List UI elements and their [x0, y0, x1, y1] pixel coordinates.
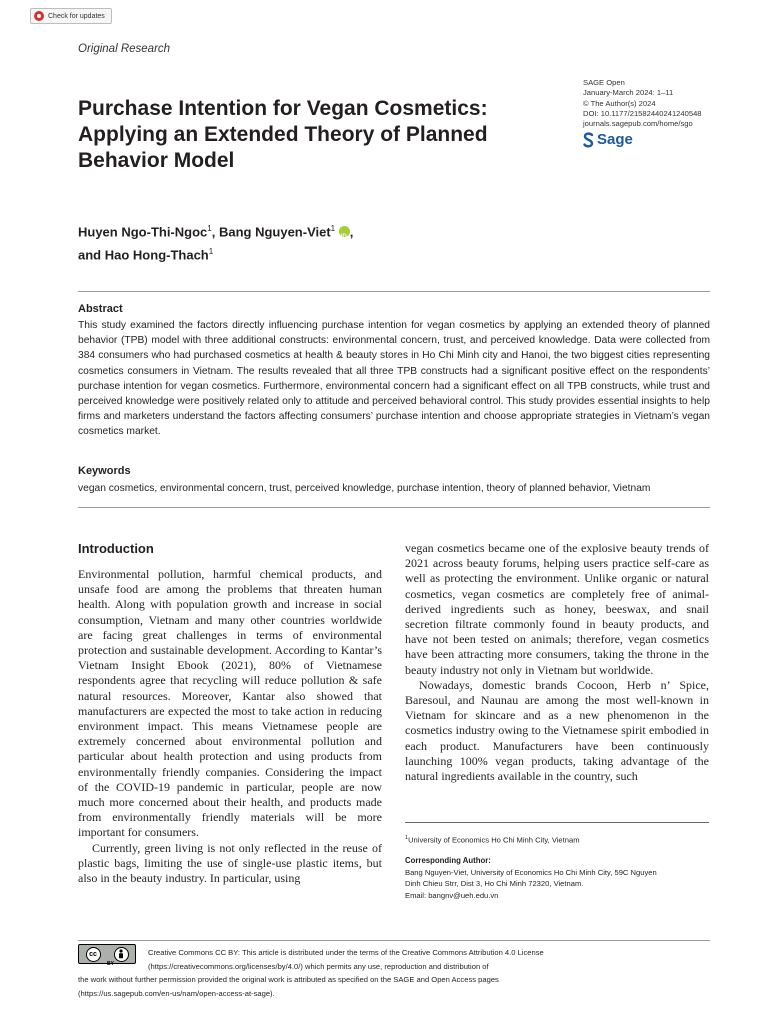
author-3[interactable]: Hao Hong-Thach	[104, 247, 209, 263]
orcid-icon[interactable]	[339, 226, 350, 237]
journal-info	[583, 78, 702, 129]
footnotes	[405, 833, 715, 901]
journal-name: SAGE Open	[583, 78, 625, 87]
sage-logo[interactable]	[583, 131, 633, 148]
abstract-heading: Abstract	[78, 303, 123, 315]
affiliation-mark: 1	[208, 247, 214, 257]
check-for-updates-button[interactable]	[30, 8, 112, 24]
paragraph: vegan cosmetics became one of the explosive beauty trends of 2021 across beauty forums, helping users practice self-care as well as protecting the environment. Unlike organic or natural cosmetics, vegan cosmetics are completely free of animal-derived ingredients such as honey, beeswax, and snail secretion filtrate commonly found in beauty products, and have not been tested on animals; therefore, vegan cosmetics have been attracting more consumers, taking the throne in the beauty industry not only in Vietnam but worldwide.	[405, 541, 709, 677]
corresponding-author-heading: Corresponding Author:	[405, 856, 491, 866]
doi-link[interactable]: DOI: 10.1177/21582440241240548	[583, 108, 702, 118]
keywords-text: vegan cosmetics, environmental concern, trust, perceived knowledge, purchase intention, theory of planned behavior, Vietnam	[78, 483, 651, 494]
article-title: Purchase Intention for Vegan Cosmetics: Applying an Extended Theory of Planned Behavior Model	[78, 97, 488, 172]
copyright: © The Author(s) 2024	[583, 98, 656, 108]
divider	[78, 507, 710, 508]
affiliation-note	[405, 833, 715, 846]
author-2[interactable]: Bang Nguyen-Viet	[218, 224, 331, 240]
license-line[interactable]: (https://creativecommons.org/licenses/by/4.0/) which permits any use, reproduction and distribution of	[148, 961, 489, 971]
creative-commons-icon: cc	[86, 947, 101, 962]
footnote-divider	[405, 822, 709, 823]
author-conjunction: and	[78, 247, 102, 263]
license-line: the work without further permission provided the original work is attributed as specified on the SAGE and Open Access pages	[78, 975, 499, 985]
paragraph: Currently, green living is not only reflected in the reuse of plastic bags, limiting the use of single-use plastic items, but also in the beauty industry. In particular, using	[78, 840, 382, 886]
introduction-heading: Introduction	[78, 541, 154, 556]
sage-s-icon	[583, 132, 594, 148]
check-for-updates-label: Check for updates	[48, 12, 105, 20]
journal-url[interactable]: journals.sagepub.com/home/sgo	[583, 119, 693, 129]
body-column-left	[78, 567, 382, 886]
paragraph: Environmental pollution, harmful chemical products, and unsafe food are among the problems that threaten human health. Along with population growth and increase in social consumption, Vietnam and many other countries worldwide are facing great challenges in terms of environmental protection and sustainable development. According to Kantar’s Vietnam Insight Ebook (2021), 80% of Vietnamese respondents agree that recycling will reduce pollution & safe natural resources. Moreover, Kantar also showed that manufacturers are expected the most to take action in reducing environment impact. This means Vietnamese people are extremely concerned about environmental pollution and particular about health protection and using products from environmentally friendly companies. Considering the impact of the COVID-19 pandemic in particular, people are now much more concerned about their health, and products made from environmentally friendly materials will be more important for consumers.	[78, 567, 382, 840]
affiliation-mark: 1	[207, 224, 212, 233]
author-list: Huyen Ngo-Thi-Ngoc$^1$, Bang Nguyen-Viet$^1$ iD , and Hao Hong-Thach$^1$	[78, 219, 478, 266]
license-line: Creative Commons CC BY: This article is distributed under the terms of the Creative Commons Attribution 4.0 License	[148, 948, 544, 957]
update-check-icon	[34, 11, 44, 21]
journal-issue: January-March 2024: 1–11	[583, 88, 674, 98]
body-column-right	[405, 541, 709, 784]
divider	[78, 291, 710, 292]
license-text	[78, 946, 718, 1000]
affiliation-mark: 1	[330, 224, 336, 233]
divider	[78, 940, 710, 941]
affiliation-text: University of Economics Ho Chi Minh City, Vietnam	[408, 835, 580, 845]
paragraph: Nowadays, domestic brands Cocoon, Herb n’ Spice, Baresoul, and Naunau are among the most well-known in Vietnam for skincare and as a new phenomenon in the cosmetics industry owing to the Vietnamese spirit embodied in each product. Manufacturers have been continuously launching 100% vegan products, taking advantage of the natural ingredients available in the country, such	[405, 677, 709, 784]
corresponding-author-line: Bang Nguyen-Viet, University of Economics Ho Chi Minh City, 59C Nguyen	[405, 867, 657, 877]
by-label: BY	[107, 961, 114, 967]
author-1[interactable]: Huyen Ngo-Thi-Ngoc	[78, 224, 208, 240]
corresponding-author-email[interactable]: Email: bangnv@ueh.edu.vn	[405, 890, 499, 900]
affiliation-mark: 1	[405, 835, 409, 841]
article-type-label: Original Research	[78, 43, 171, 55]
abstract-text: This study examined the factors directly influencing purchase intention for vegan cosmetics by applying an extended theory of planned behavior (TPB) model with three additional constructs: environmental concern, trust, and perceived knowledge. Data were collected from 384 consumers who had purchased cosmetics at health & beauty stores in Ho Chi Minh city and Hanoi, the two biggest cities representing cosmetics consumers in Vietnam. The results revealed that all three TPB constructs had a significant positive effect on the respondents’ purchase intention for vegan cosmetics. Furthermore, environmental concern had a significant effect on all TPB constructs, while trust and perceived knowledge were positively related only to attitude and perceived behavioral control. This study provides essential insights to help firms and marketers understand the factors affecting consumers’ purchase intention and choose appropriate strategies in Vietnam’s vegan cosmetics market.	[78, 320, 710, 438]
keywords-heading: Keywords	[78, 465, 131, 477]
license-line[interactable]: (https://us.sagepub.com/en-us/nam/open-access-at-sage).	[78, 988, 275, 998]
corresponding-author-line: Dinh Chieu Strr, Dist 3, Ho Chi Minh 72320, Vietnam.	[405, 879, 584, 889]
sage-logo-text: Sage	[597, 131, 633, 148]
